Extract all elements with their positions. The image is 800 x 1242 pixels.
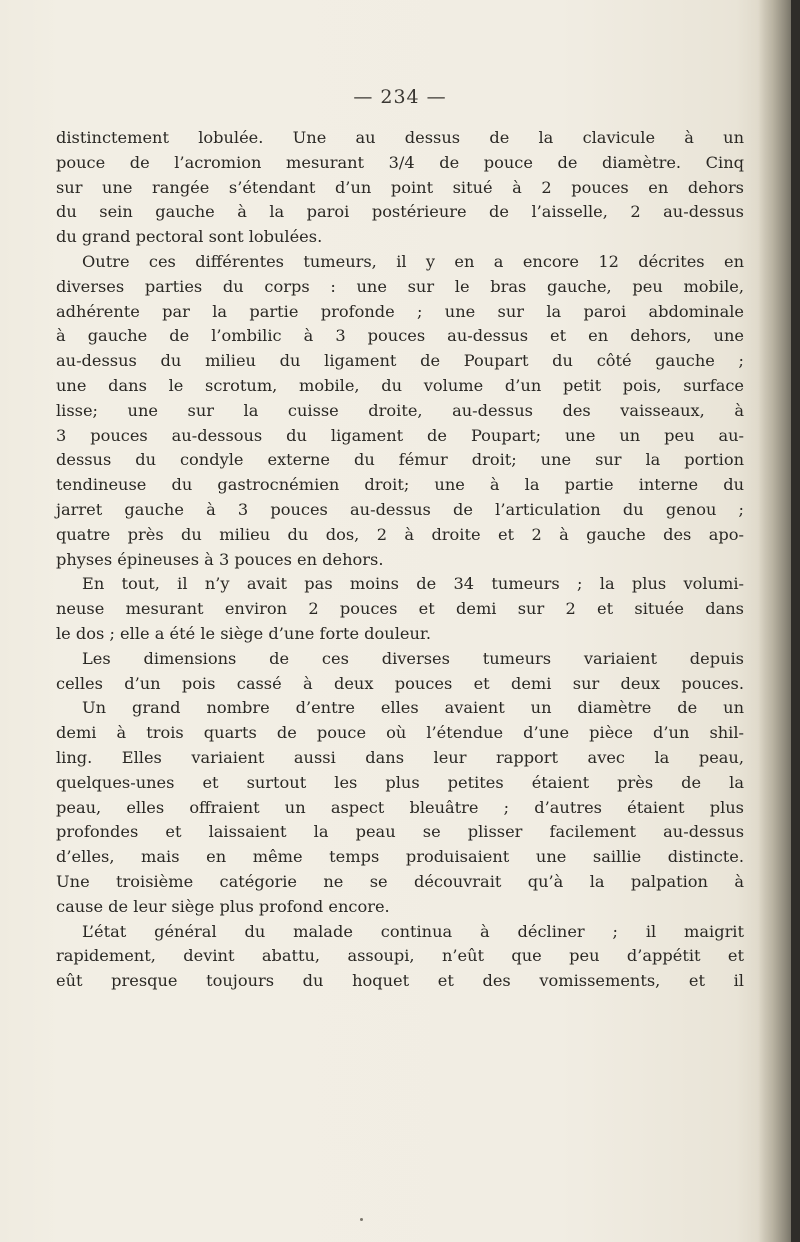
text-line: à gauche de l’ombilic à 3 pouces au-dessus et en dehors, une [56,326,744,346]
text-line: profondes et laissaient la peau se plisser facilement au-dessus [56,822,744,842]
text-line: Outre ces différentes tumeurs, il y en a encore 12 décrites en [82,251,744,271]
text-line: peau, elles offraient un aspect bleuâtre ; d’autres étaient plus [56,797,744,817]
text-line: le dos ; elle a été le siège d’une forte douleur. [56,623,431,643]
text-line: L’état général du malade continua à décliner ; il maigrit [82,921,744,941]
text-line: d’elles, mais en même temps produisaient une saillie distincte. [56,847,744,867]
text-line: adhérente par la partie profonde ; une sur la paroi abdominale [56,301,744,321]
text-line: 3 pouces au-dessous du ligament de Poupart; une un peu au- [56,425,744,445]
text-line: cause de leur siège plus profond encore. [56,896,390,916]
text-line: distinctement lobulée. Une au dessus de la clavicule à un [56,128,744,147]
text-line: ling. Elles variaient aussi dans leur rapport avec la peau, [56,747,744,767]
binding-edge [791,0,800,1242]
text-line: diverses parties du corps : une sur le bras gauche, peu mobile, [56,276,744,296]
text-line: lisse; une sur la cuisse droite, au-dessus des vaisseaux, à [56,400,744,420]
text-line: quatre près du milieu du dos, 2 à droite et 2 à gauche des apo- [56,524,744,544]
paper-speck [360,1218,363,1221]
text-line: au-dessus du milieu du ligament de Poupart du côté gauche ; [56,351,744,371]
body-text [56,126,744,994]
text-line: sur une rangée s’étendant d’un point situé à 2 pouces en dehors [56,177,744,197]
text-line: Une troisième catégorie ne se découvrait qu’à la palpation à [56,871,744,891]
text-line: pouce de l’acromion mesurant 3/4 de pouce de diamètre. Cinq [56,152,744,172]
text-line: eût presque toujours du hoquet et des vomissements, et il [56,971,744,991]
page-number: — 234 — [353,86,447,108]
text-line: rapidement, devint abattu, assoupi, n’eût que peu d’appétit et [56,946,744,966]
text-line: du grand pectoral sont lobulées. [56,227,323,247]
text-line: celles d’un pois cassé à deux pouces et demi sur deux pouces. [56,673,744,693]
text-line: quelques-unes et surtout les plus petites étaient près de la [56,772,744,792]
text-line: physes épineuses à 3 pouces en dehors. [56,549,384,569]
text-line: En tout, il n’y avait pas moins de 34 tumeurs ; la plus volumi- [82,574,744,594]
text-line: tendineuse du gastrocnémien droit; une à la partie interne du [56,475,744,495]
text-line: jarret gauche à 3 pouces au-dessus de l’articulation du genou ; [56,499,744,519]
text-line: neuse mesurant environ 2 pouces et demi sur 2 et située dans [56,599,744,619]
text-line: une dans le scrotum, mobile, du volume d’un petit pois, surface [56,375,744,395]
text-line: dessus du condyle externe du fémur droit; une sur la portion [56,450,744,470]
text-line: Les dimensions de ces diverses tumeurs variaient depuis [82,648,744,668]
text-line: du sein gauche à la paroi postérieure de l’aisselle, 2 au-dessus [56,202,744,222]
text-line: Un grand nombre d’entre elles avaient un diamètre de un [82,698,744,718]
text-line: demi à trois quarts de pouce où l’étendue d’une pièce d’un shil- [56,723,744,743]
